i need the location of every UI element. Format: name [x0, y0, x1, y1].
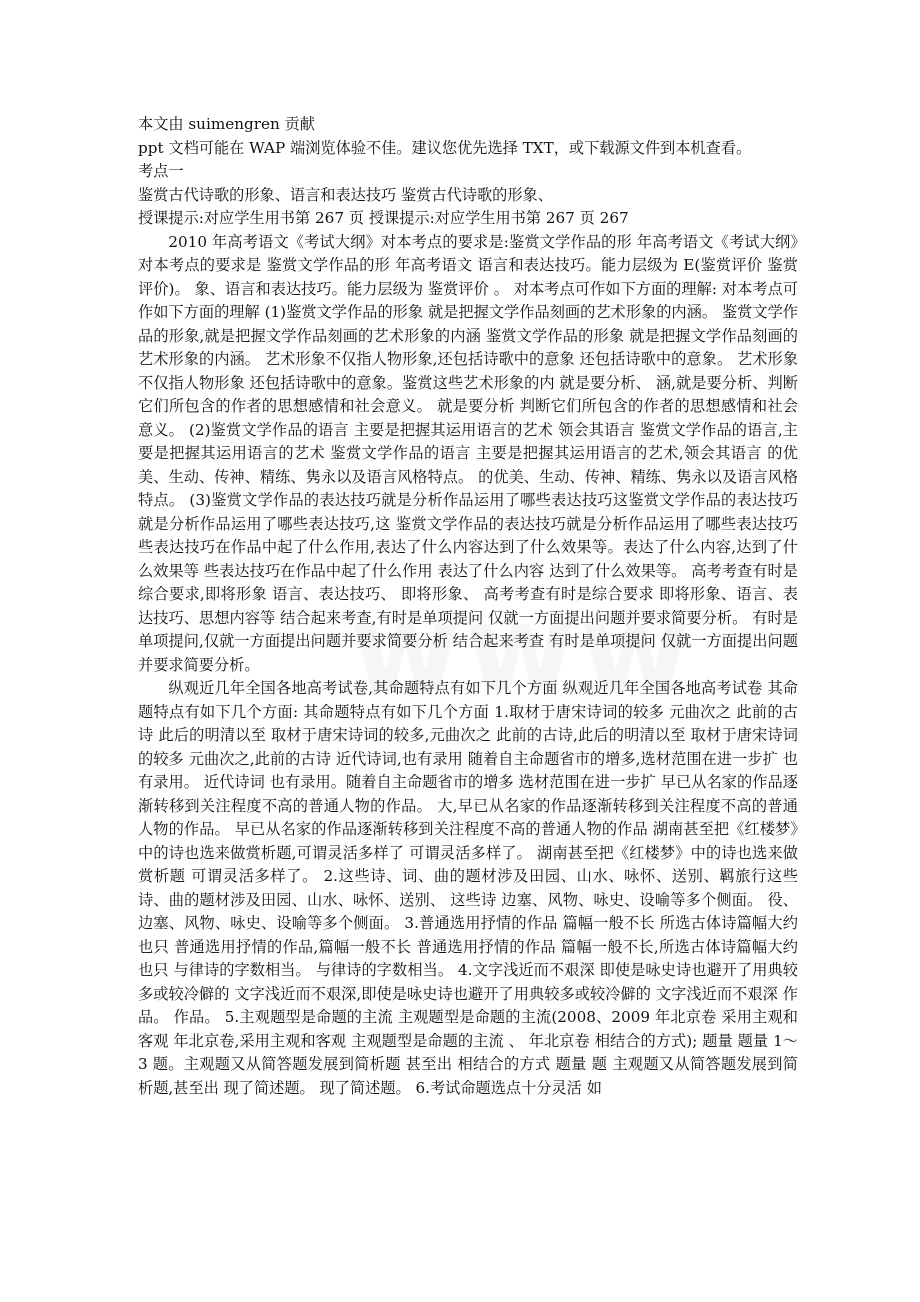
- body-paragraph-exam-outline: 2010 年高考语文《考试大纲》对本考点的要求是:鉴赏文学作品的形 年高考语文《考试大纲》对本考点的要求是 鉴赏文学作品的形 年高考语文 语言和表达技巧。能力层级为 E(鉴赏评价 鉴赏评价)。 象、语言和表达技巧。能力层级为 鉴赏评价 。 对本考点可作如下方面的理解: 对本考点可作如下方面的理解 (1)鉴赏文学作品的形象 就是把握文学作品刻画的艺术形象的内涵。 鉴赏文学作品的形象,就是把握文学作品刻画的艺术形象的内涵 鉴赏文学作品的形象 就是把握文学作品刻画的艺术形象的内涵。 艺术形象不仅指人物形象,还包括诗歌中的意象 还包括诗歌中的意象。 艺术形象不仅指人物形象 还包括诗歌中的意象。鉴赏这些艺术形象的内 就是要分析、 涵,就是要分析、判断它们所包含的作者的思想感情和社会意义。 就是要分析 判断它们所包含的作者的思想感情和社会意义。 (2)鉴赏文学作品的语言 主要是把握其运用语言的艺术 领会其语言 鉴赏文学作品的语言,主要是把握其运用语言的艺术 鉴赏文学作品的语言 主要是把握其运用语言的艺术,领会其语言 的优美、生动、传神、精练、隽永以及语言风格特点。 的优美、生动、传神、精练、隽永以及语言风格特点。 (3)鉴赏文学作品的表达技巧就是分析作品运用了哪些表达技巧这鉴赏文学作品的表达技巧就是分析作品运用了哪些表达技巧,这 鉴赏文学作品的表达技巧就是分析作品运用了哪些表达技巧 些表达技巧在作品中起了什么作用,表达了什么内容达到了什么效果等。表达了什么内容,达到了什么效果等 些表达技巧在作品中起了什么作用 表达了什么内容 达到了什么效果等。 高考考查有时是综合要求,即将形象 语言、表达技巧、 即将形象、 高考考查有时是综合要求 即将形象、语言、表达技巧、思想内容等 结合起来考查,有时是单项提问 仅就一方面提出问题并要求简要分析。 有时是单项提问,仅就一方面提出问题并要求简要分析 结合起来考查 有时是单项提问 仅就一方面提出问题并要求简要分析。: [138, 232, 798, 674]
- teaching-hint: 授课提示:对应学生用书第 267 页 授课提示:对应学生用书第 267 页 267: [138, 209, 629, 227]
- section-label: 考点一: [138, 162, 184, 180]
- wap-notice: ppt 文档可能在 WAP 端浏览体验不佳。建议您优先选择 TXT，或下载源文件到本机查看。: [138, 138, 752, 157]
- body-paragraph-exam-trends: 纵观近几年全国各地高考试卷,其命题特点有如下几个方面 纵观近几年全国各地高考试卷 其命题特点有如下几个方面: 其命题特点有如下几个方面 1.取材于唐宋诗词的较多 元曲次之 此前的古诗 此后的明清以至 取材于唐宋诗词的较多,元曲次之 此前的古诗,此后的明清以至 取材于唐宋诗词的较多 元曲次之,此前的古诗 近代诗词,也有录用 随着自主命题省市的增多,选材范围在进一步扩 也有录用。 近代诗词 也有录用。随着自主命题省市的增多 选材范围在进一步扩 早已从名家的作品逐渐转移到关注程度不高的普通人物的作品。 大,早已从名家的作品逐渐转移到关注程度不高的普通人物的作品。 早已从名家的作品逐渐转移到关注程度不高的普通人物的作品 湖南甚至把《红楼梦》中的诗也选来做赏析题,可谓灵活多样了 可谓灵活多样了。 湖南甚至把《红楼梦》中的诗也选来做赏析题 可谓灵活多样了。 2.这些诗、词、曲的题材涉及田园、山水、咏怀、送别、羁旅行这些诗、曲的题材涉及田园、山水、咏怀、送别、 这些诗 边塞、风物、咏史、设喻等多个侧面。 役、边塞、风物、咏史、设喻等多个侧面。 3.普通选用抒情的作品 篇幅一般不长 所选古体诗篇幅大约也只 普通选用抒情的作品,篇幅一般不长 普通选用抒情的作品 篇幅一般不长,所选古体诗篇幅大约也只 与律诗的字数相当。 与律诗的字数相当。 4.文字浅近而不艰深 即使是咏史诗也避开了用典较多或较冷僻的 文字浅近而不艰深,即使是咏史诗也避开了用典较多或较冷僻的 文字浅近而不艰深 作品。 作品。 5.主观题型是命题的主流 主观题型是命题的主流(2008、2009 年北京卷 采用主观和客观 年北京卷,采用主观和客观 主观题型是命题的主流 、 年北京卷 相结合的方式); 题量 题量 1～3 题。主观题又从简答题发展到简析题 甚至出 相结合的方式 题量 题 主观题又从简答题发展到简析题,甚至出 现了简述题。 现了简述题。 6.考试命题选点十分灵活 如: [138, 679, 798, 1097]
- section-title: 鉴赏古代诗歌的形象、语言和表达技巧 鉴赏古代诗歌的形象、: [138, 185, 553, 204]
- contributor-line: 本文由 suimengren 贡献: [138, 115, 315, 133]
- document-page: [138, 110, 798, 1100]
